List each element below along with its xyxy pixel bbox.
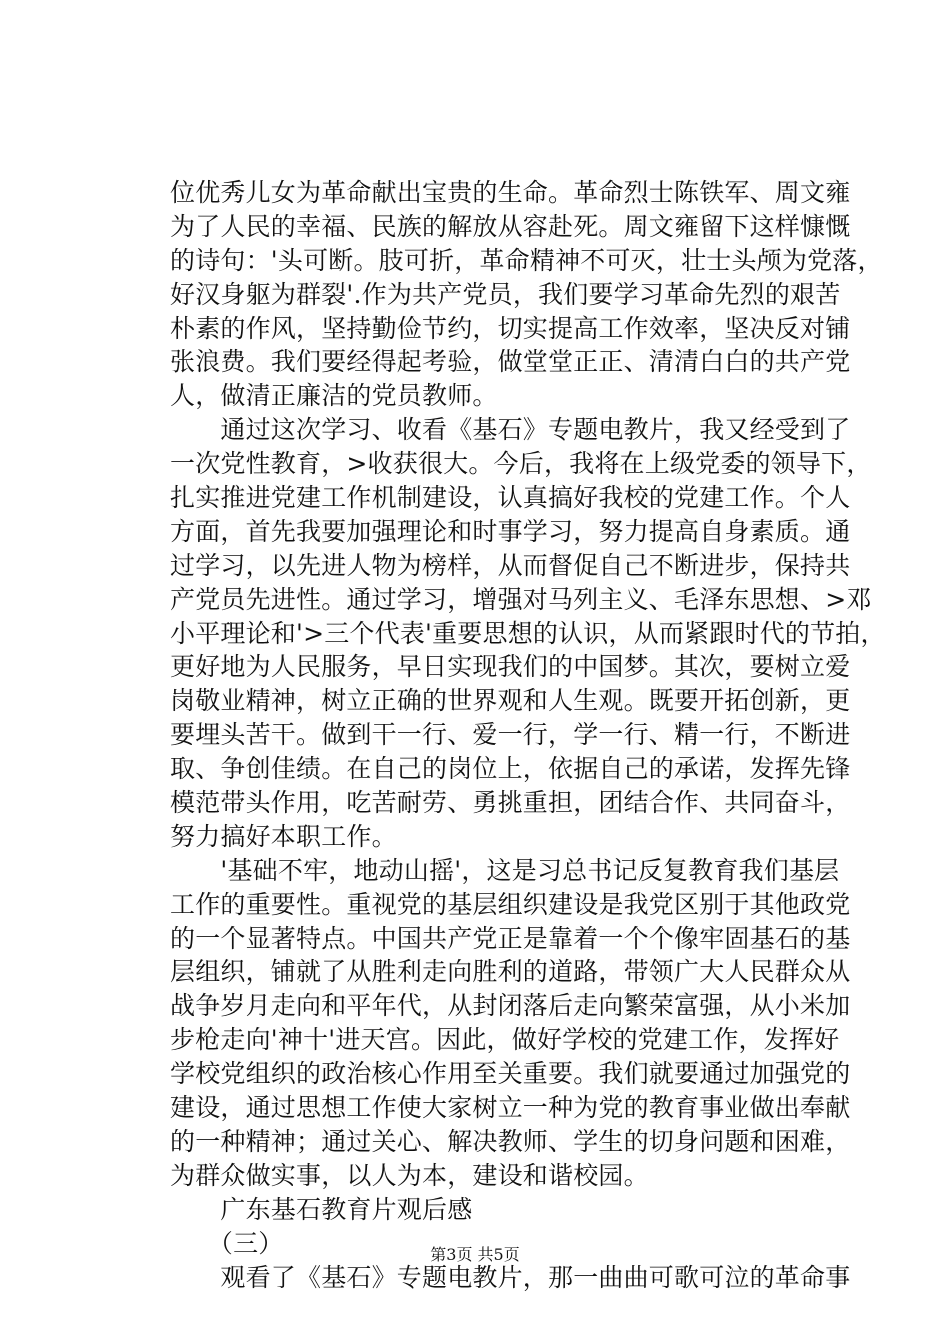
text-line: 努力搞好本职工作。 (170, 821, 397, 851)
text-line: 工作的重要性。重视党的基层组织建设是我党区别于其他政党 (170, 889, 851, 919)
text-line: 人，做清正廉洁的党员教师。 (170, 381, 498, 411)
text-line: 建设，通过思想工作使大家树立一种为党的教育事业做出奉献 (170, 1093, 851, 1123)
text-line: 更好地为人民服务，早日实现我们的中国梦。其次，要树立爱 (170, 652, 851, 682)
text-line: 为了人民的幸福、民族的解放从容赴死。周文雍留下这样慷慨 (170, 211, 851, 241)
text-line: 小平理论和'>三个代表'重要思想的认识，从而紧跟时代的节拍， (170, 618, 886, 648)
text-line: 模范带头作用，吃苦耐劳、勇挑重担，团结合作、共同奋斗， (170, 788, 851, 818)
text-line: 的诗句：'头可断。肢可折，革命精神不可灭，壮士头颅为党落， (170, 245, 883, 275)
page-footer: 第3页 共5页 (430, 1245, 520, 1264)
text-line: 产党员先进性。通过学习，增强对马列主义、毛泽东思想、>邓 (170, 584, 872, 614)
text-line: 通过这次学习、收看《基石》专题电教片，我又经受到了 (170, 415, 851, 445)
text-line: 广东基石教育片观后感 (170, 1194, 473, 1224)
text-line: 的一种精神；通过关心、解决教师、学生的切身问题和困难， (170, 1126, 851, 1156)
text-line: 步枪走向'神十'进天宫。因此，做好学校的党建工作，发挥好 (170, 1025, 840, 1055)
text-line: 观看了《基石》专题电教片，那一曲曲可歌可泣的革命事 (170, 1262, 851, 1292)
text-line: 战争岁月走向和平年代，从封闭落后走向繁荣富强，从小米加 (170, 991, 851, 1021)
text-line: 层组织，铺就了从胜利走向胜利的道路，带领广大人民群众从 (170, 957, 851, 987)
text-line: 朴素的作风，坚持勤俭节约，切实提高工作效率，坚决反对铺 (170, 313, 851, 343)
text-line: 扎实推进党建工作机制建设，认真搞好我校的党建工作。个人 (170, 483, 851, 513)
text-line: 的一个显著特点。中国共产党正是靠着一个个像牢固基石的基 (170, 923, 851, 953)
text-line: 要埋头苦干。做到干一行、爱一行，学一行、精一行，不断进 (170, 720, 851, 750)
text-line: 过学习，以先进人物为榜样，从而督促自己不断进步，保持共 (170, 550, 851, 580)
text-line: '基础不牢，地动山摇'，这是习总书记反复教育我们基层 (170, 855, 840, 885)
text-line: 为群众做实事，以人为本，建设和谐校园。 (170, 1160, 649, 1190)
text-line: 岗敬业精神，树立正确的世界观和人生观。既要开拓创新，更 (170, 686, 851, 716)
text-line: 位优秀儿女为革命献出宝贵的生命。革命烈士陈铁军、周文雍 (170, 178, 851, 207)
text-line: 取、争创佳绩。在自己的岗位上，依据自己的承诺，发挥先锋 (170, 754, 851, 784)
text-line: 张浪费。我们要经得起考验，做堂堂正正、清清白白的共产党 (170, 347, 851, 377)
text-line: 一次党性教育，>收获很大。今后，我将在上级党委的领导下， (170, 449, 872, 479)
text-line: 方面，首先我要加强理论和时事学习，努力提高自身素质。通 (170, 516, 851, 546)
document-body (170, 176, 886, 1294)
text-line: 学校党组织的政治核心作用至关重要。我们就要通过加强党的 (170, 1059, 851, 1089)
text-line: 好汉身躯为群裂'.作为共产党员，我们要学习革命先烈的艰苦 (170, 279, 841, 309)
text-line: （三） (170, 1228, 284, 1258)
